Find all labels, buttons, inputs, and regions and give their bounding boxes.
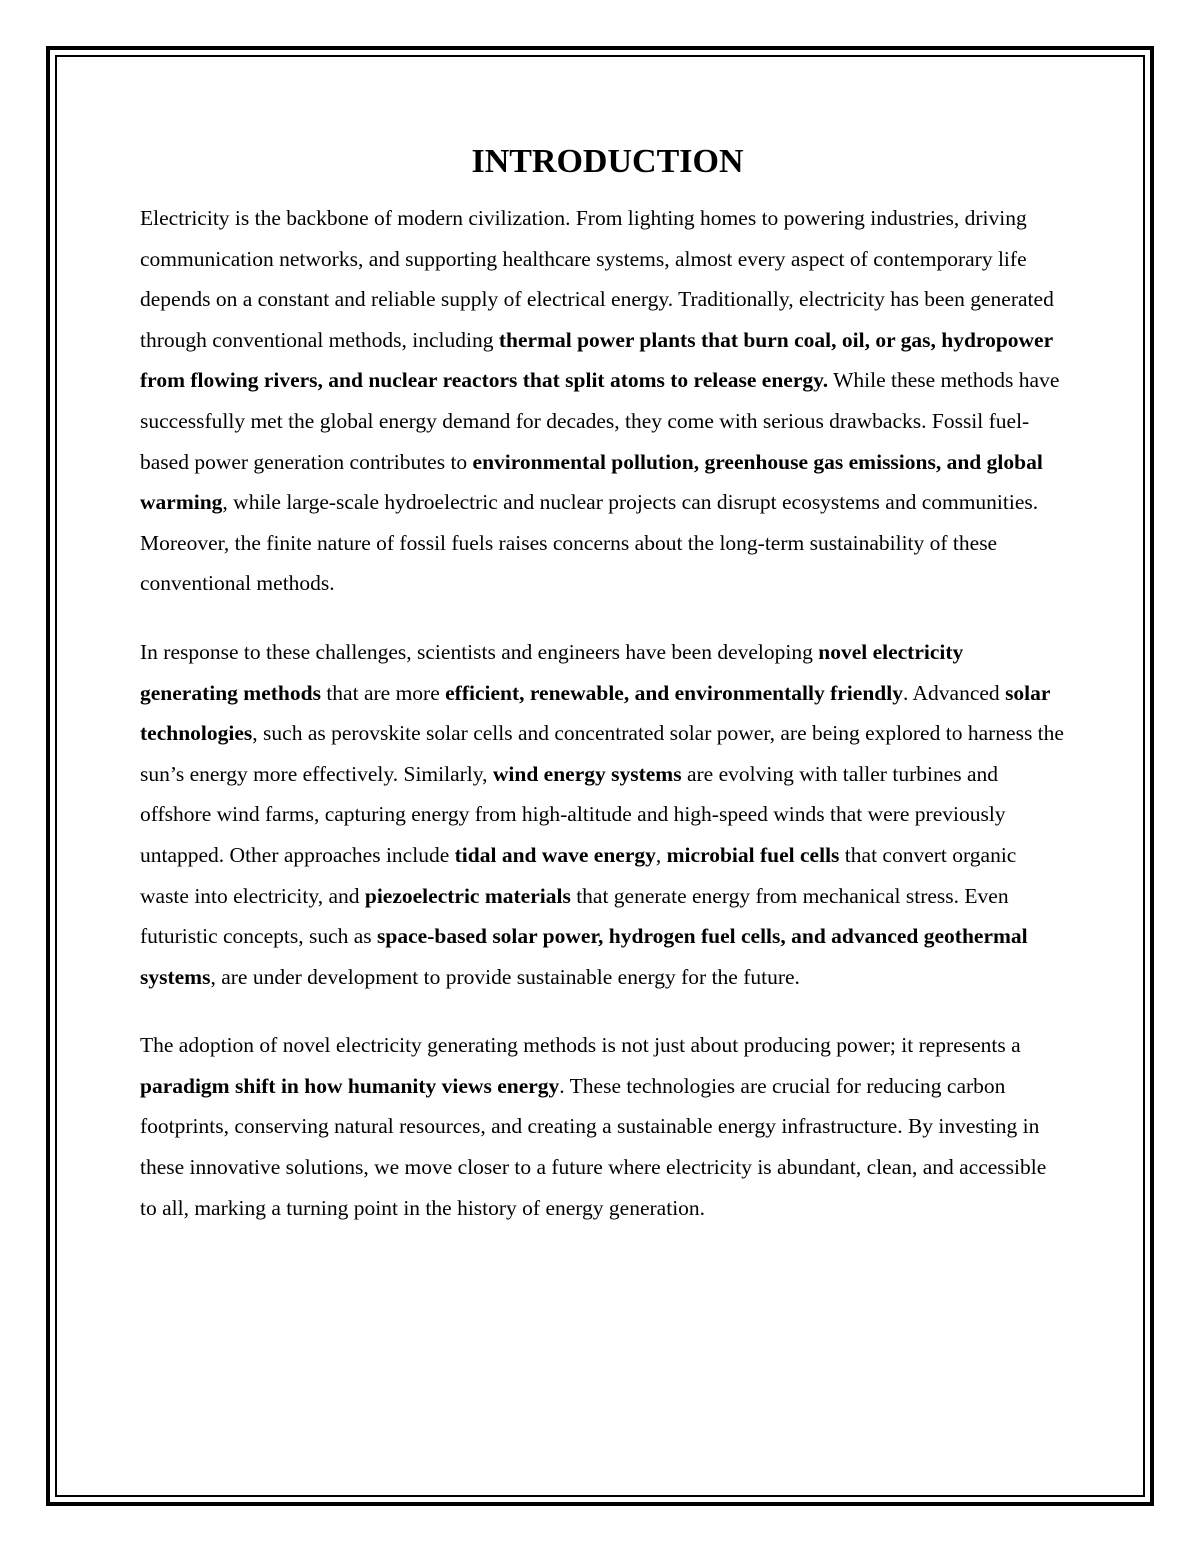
paragraph-text: , such as perovskite solar cells and concentrated solar power, are being explored to harness the sun’s energy more effectively. Similarly, <box>140 721 1064 786</box>
paragraph-bold-text: tidal and wave energy <box>454 842 656 867</box>
paragraph-text: Electricity is the backbone of modern civilization. From lighting homes to powering industries, driving communication networks, and supporting healthcare systems, almost every aspect of contemporary life depends on a constant and reliable supply of electrical energy. Traditionally, electricity has been generated through conventional methods, including <box>140 206 1054 352</box>
paragraph-bold-text: wind energy systems <box>492 761 682 786</box>
paragraph-bold-text: thermal power plants that burn coal, oil, or gas, hydropower from flowing rivers, and nuclear reactors that split atoms to release energy. <box>140 327 1053 393</box>
paragraph-bold-text: space-based solar power, hydrogen fuel cells, and advanced geothermal systems <box>140 924 1028 989</box>
paragraph-text: that generate energy from mechanical stress. Even futuristic concepts, such as <box>140 883 1009 949</box>
paragraph-text: . These technologies are crucial for reducing carbon footprints, conserving natural resources, and creating a sustainable energy infrastructure. By investing in these innovative solutions, we move closer to a future where electricity is abundant, clean, and accessible to all, marking a turning point in the history of energy generation. <box>140 1073 1047 1220</box>
paragraph-text: The adoption of novel electricity generating methods is not just about producing power; it represents a <box>140 1033 1021 1058</box>
paragraph-bold-text: environmental pollution, greenhouse gas emissions, and global warming <box>140 449 1043 515</box>
paragraph-text: . Advanced <box>902 680 1006 705</box>
paragraph-1 <box>140 198 1065 604</box>
paragraph-bold-text: novel electricity generating methods <box>140 639 964 705</box>
paragraph-text: , <box>655 842 667 867</box>
paragraph-bold-text: efficient, renewable, and environmentally friendly <box>445 680 903 705</box>
paragraph-text: are evolving with taller turbines and offshore wind farms, capturing energy from high-altitude and high-speed winds that were previously untapped. Other approaches include <box>140 761 1006 867</box>
paragraph-bold-text: solar technologies <box>140 680 1051 746</box>
paragraph-bold-text: piezoelectric materials <box>364 883 571 908</box>
paragraph-text: that convert organic waste into electricity, and <box>140 842 1017 908</box>
paragraph-text: that are more <box>320 680 446 705</box>
paragraph-text: , while large-scale hydroelectric and nuclear projects can disrupt ecosystems and communities. Moreover, the finite nature of fossil fuels raises concerns about the long-term sustainability of these conventional methods. <box>140 490 1039 596</box>
paragraph-bold-text: paradigm shift in how humanity views energy <box>140 1073 560 1098</box>
document-body <box>140 138 1065 1256</box>
paragraph-3 <box>140 1025 1065 1228</box>
paragraph-text: , are under development to provide sustainable energy for the future. <box>210 964 800 989</box>
paragraph-text: In response to these challenges, scientists and engineers have been developing <box>140 639 819 664</box>
page-title: INTRODUCTION <box>471 143 744 180</box>
paragraph-2 <box>140 632 1065 997</box>
paragraph-bold-text: microbial fuel cells <box>666 842 840 867</box>
paragraph-text: While these methods have successfully met the global energy demand for decades, they come with serious drawbacks. Fossil fuel-based power generation contributes to <box>140 368 1060 474</box>
